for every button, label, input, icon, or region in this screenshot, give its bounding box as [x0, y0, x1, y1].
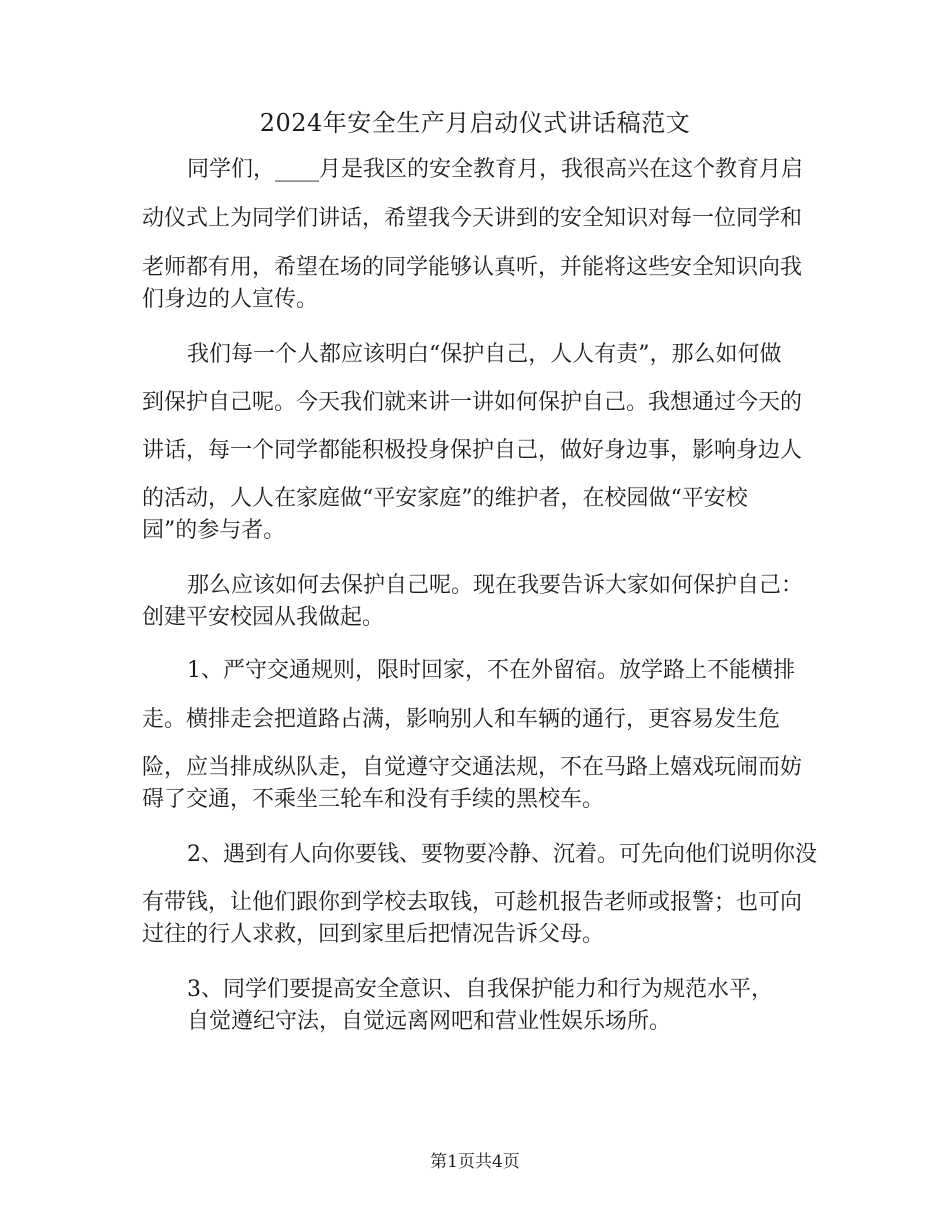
paragraph-line: 碍了交通，不乘坐三轮车和没有手续的黑校车。	[142, 787, 605, 812]
paragraph-line: 险，应当排成纵队走，自觉遵守交通法规，不在马路上嬉戏玩闹而妨	[142, 755, 803, 780]
paragraph-line: 到保护自己呢。今天我们就来讲一讲如何保护自己。我想通过今天的	[142, 390, 803, 415]
paragraph-line: 动仪式上为同学们讲话，希望我今天讲到的安全知识对每一位同学和	[142, 206, 803, 231]
paragraph-line: 园”的参与者。	[142, 518, 286, 543]
paragraph-line: 同学们，____月是我区的安全教育月，我很高兴在这个教育月启	[187, 157, 804, 182]
paragraph-line: 老师都有用，希望在场的同学能够认真听，并能将这些安全知识向我	[142, 255, 803, 280]
paragraph-line: 们身边的人宣传。	[142, 287, 319, 312]
paragraph-line: 有带钱，让他们跟你到学校去取钱，可趁机报告老师或报警；也可向	[142, 890, 803, 915]
paragraph-line: 创建平安校园从我做起。	[142, 605, 385, 630]
paragraph-line: 的活动，人人在家庭做“平安家庭”的维护者，在校园做“平安校	[142, 486, 748, 511]
document-title: 2024年安全生产月启动仪式讲话稿范文	[259, 109, 691, 137]
paragraph-line: 自觉遵纪守法，自觉远离网吧和营业性娱乐场所。	[187, 1009, 672, 1034]
paragraph-line: 2、遇到有人向你要钱、要物要冷静、沉着。可先向他们说明你没	[187, 842, 817, 867]
paragraph-line: 3、同学们要提高安全意识、自我保护能力和行为规范水平，	[187, 977, 773, 1002]
paragraph-line: 那么应该如何去保护自己呢。现在我要告诉大家如何保护自己：	[187, 573, 804, 598]
paragraph-line: 讲话，每一个同学都能积极投身保护自己，做好身边事，影响身边人	[142, 438, 803, 463]
paragraph-line: 过往的行人求救，回到家里后把情况告诉父母。	[142, 922, 605, 947]
paragraph-line: 走。横排走会把道路占满，影响别人和车辆的通行，更容易发生危	[142, 707, 781, 732]
paragraph-line: 我们每一个人都应该明白“保护自己，人人有责”，那么如何做	[187, 342, 782, 367]
page-number: 第1页共4页	[430, 1152, 520, 1172]
paragraph-line: 1、严守交通规则，限时回家，不在外留宿。放学路上不能横排	[187, 658, 795, 683]
